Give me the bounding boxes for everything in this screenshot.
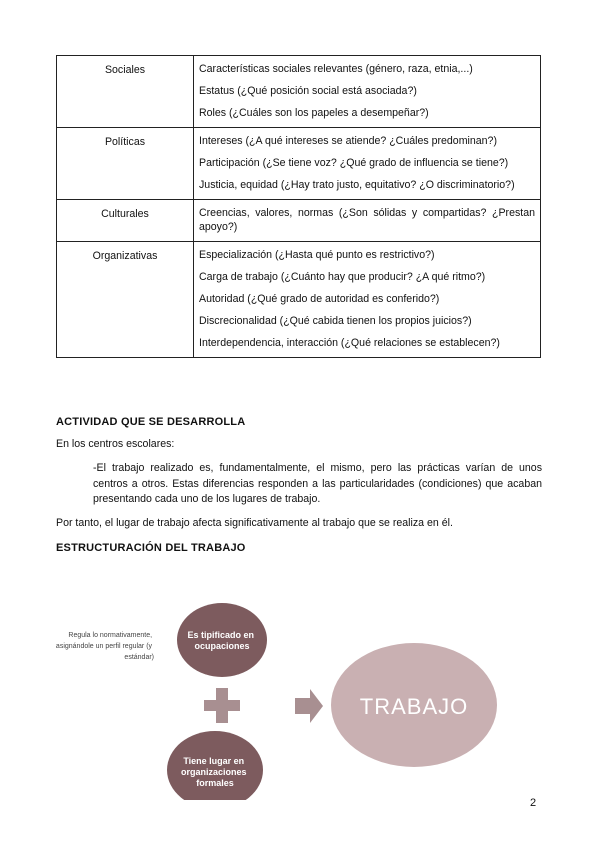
circle-ocupaciones-label [187, 630, 256, 651]
item-text: Características sociales relevantes (género, raza, etnia,...) [199, 63, 473, 75]
circle-ocupaciones-line: ocupaciones [194, 641, 250, 651]
item-text: Creencias, valores, normas (¿Son sólidas y compartidas? ¿Prestan apoyo?) [199, 207, 535, 233]
category-cell: Sociales [57, 56, 194, 128]
category-cell: Culturales [57, 200, 194, 242]
side-note [56, 632, 154, 661]
conclusion-text: Por tanto, el lugar de trabajo afecta significativamente al trabajo que se realiza en él. [56, 517, 453, 529]
items-cell [194, 200, 541, 242]
item-text: Roles (¿Cuáles son los papeles a desempeñar?) [199, 107, 429, 119]
table-row [57, 128, 541, 200]
item-text: Especialización (¿Hasta qué punto es restrictivo?) [199, 249, 435, 261]
table-row [57, 200, 541, 242]
item-text: Participación (¿Se tiene voz? ¿Qué grado de influencia se tiene?) [199, 157, 509, 169]
item-text: Carga de trabajo (¿Cuánto hay que producir? ¿A qué ritmo?) [199, 271, 486, 283]
items-cell [194, 56, 541, 128]
item-text: Intereses (¿A qué intereses se atiende? ¿Cuáles predominan?) [199, 135, 497, 147]
side-note-line: estándar) [124, 654, 154, 661]
section-heading-estructuracion: ESTRUCTURACIÓN DEL TRABAJO [56, 542, 246, 554]
items-cell [194, 128, 541, 200]
circle-ocupaciones-line: Es tipificado en [187, 630, 254, 640]
items-cell [194, 242, 541, 358]
plus-bar-vertical [216, 688, 228, 723]
category-cell: Políticas [57, 128, 194, 200]
table-row [57, 242, 541, 358]
item-text: Autoridad (¿Qué grado de autoridad es conferido?) [199, 293, 440, 305]
arrow-right-icon [295, 689, 323, 723]
item-text: Estatus (¿Qué posición social está asociada?) [199, 85, 417, 97]
work-structure-diagram [0, 560, 600, 800]
circle-organizaciones-line: Tiene lugar en [183, 756, 245, 766]
table-row [57, 56, 541, 128]
circle-ocupaciones [177, 603, 267, 677]
side-note-line: asignándole un perfil regular (y [55, 643, 153, 650]
item-text: Interdependencia, interacción (¿Qué relaciones se establecen?) [199, 337, 500, 349]
dimensions-table [56, 55, 541, 358]
intro-text: En los centros escolares: [56, 438, 175, 450]
bullet-paragraph: -El trabajo realizado es, fundamentalmente, el mismo, pero las prácticas varían de unos centros a otros. Estas diferencias responden a las particularidades (condiciones) que acaban presentando cada uno de los lugares de trabajo. [93, 462, 542, 505]
category-cell: Organizativas [57, 242, 194, 358]
section-heading-actividad: ACTIVIDAD QUE SE DESARROLLA [56, 416, 246, 428]
page-number: 2 [530, 797, 537, 809]
circle-organizaciones-line: organizaciones [180, 767, 247, 777]
item-text: Discrecionalidad (¿Qué cabida tienen los propios juicios?) [199, 315, 472, 327]
trabajo-label: TRABAJO [359, 694, 469, 719]
item-text: Justicia, equidad (¿Hay trato justo, equitativo? ¿O discriminatorio?) [199, 179, 515, 191]
plus-icon [204, 688, 240, 723]
circle-organizaciones-line: formales [196, 778, 234, 788]
side-note-line: Regula lo normativamente, [68, 632, 153, 639]
